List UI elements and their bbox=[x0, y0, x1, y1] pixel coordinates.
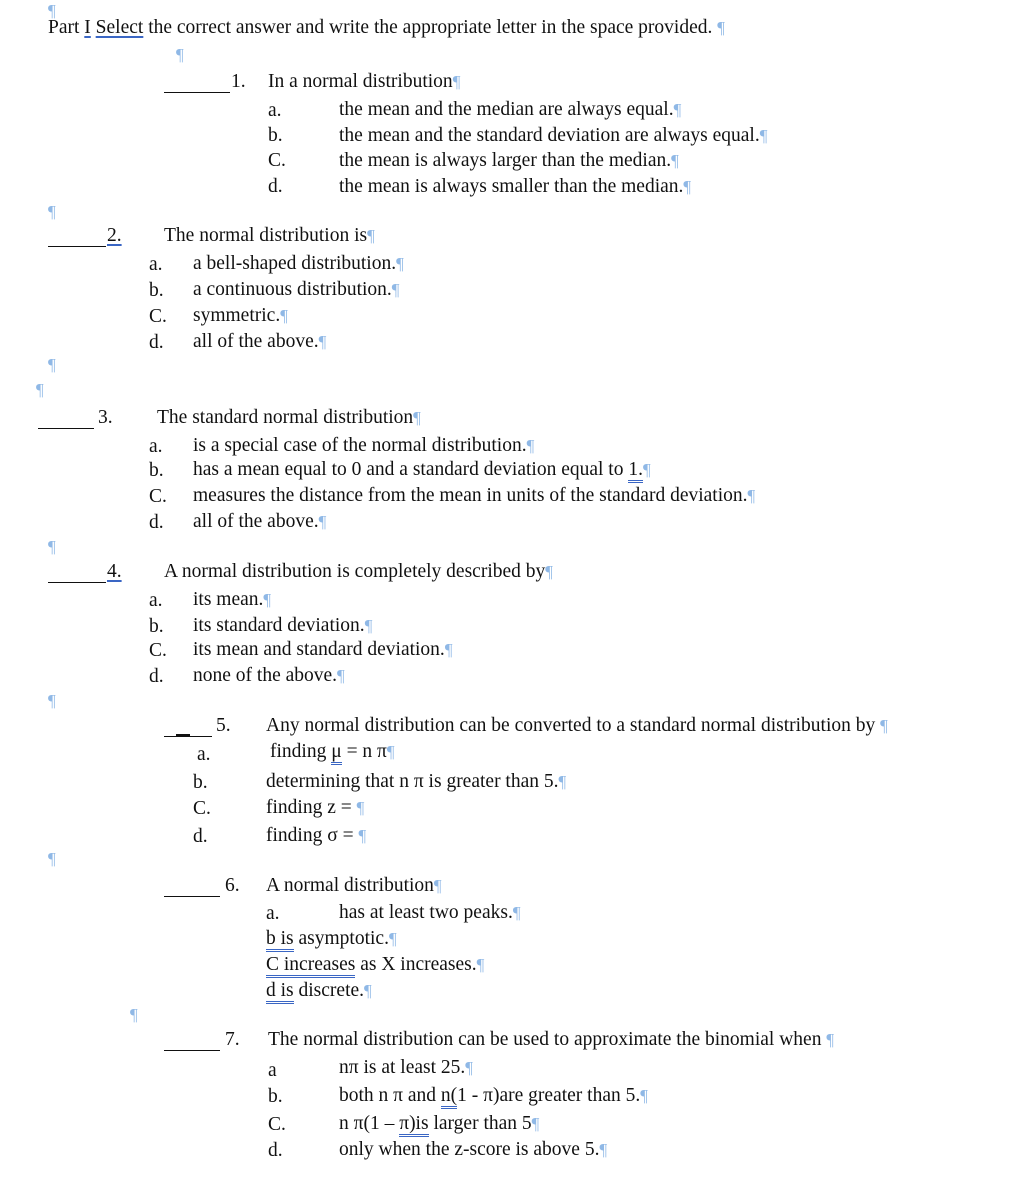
question-number-7: 7. bbox=[225, 1029, 240, 1050]
question-stem-7: The normal distribution can be used to approximate the binomial when ¶ bbox=[268, 1029, 835, 1050]
pilcrow-mark: ¶ bbox=[36, 380, 44, 399]
option-text: finding σ = ¶ bbox=[266, 825, 367, 846]
question-number-3: 3. bbox=[98, 407, 113, 428]
question-number-2: 2. bbox=[107, 225, 122, 246]
option-letter: d. bbox=[149, 332, 164, 353]
answer-blank-7[interactable] bbox=[164, 1050, 220, 1051]
answer-blank-2[interactable] bbox=[48, 246, 106, 247]
pilcrow-mark: ¶ bbox=[48, 1, 56, 20]
option-letter: b. bbox=[268, 125, 283, 146]
question-stem-5: Any normal distribution can be converted to a standard normal distribution by ¶ bbox=[266, 715, 888, 736]
pilcrow-mark: ¶ bbox=[48, 355, 56, 374]
option-letter: C. bbox=[193, 798, 211, 819]
pilcrow-mark: ¶ bbox=[176, 45, 184, 64]
option-text: finding z = ¶ bbox=[266, 797, 365, 818]
option-letter: a. bbox=[266, 903, 280, 924]
option-text: its standard deviation.¶ bbox=[193, 615, 373, 636]
pilcrow-mark: ¶ bbox=[48, 849, 56, 868]
option-text: a bell-shaped distribution.¶ bbox=[193, 253, 404, 274]
option-letter: a. bbox=[268, 100, 282, 121]
select-word: Select bbox=[95, 17, 144, 38]
option-letter: d. bbox=[268, 176, 283, 197]
question-stem-2: The normal distribution is¶ bbox=[164, 225, 375, 246]
option-letter: C. bbox=[268, 150, 286, 171]
option-text: has at least two peaks.¶ bbox=[339, 902, 521, 923]
option-letter: d. bbox=[149, 666, 164, 687]
option-text: both n π and n(1 - π)are greater than 5.¶ bbox=[339, 1086, 648, 1106]
option-text: all of the above.¶ bbox=[193, 331, 327, 352]
option-letter: a bbox=[268, 1060, 277, 1081]
question-stem-3: The standard normal distribution¶ bbox=[157, 407, 421, 428]
answer-blank-3[interactable] bbox=[38, 428, 94, 429]
option-text: its mean.¶ bbox=[193, 589, 272, 610]
option-line: C increases as X increases.¶ bbox=[266, 955, 484, 975]
question-stem-1: In a normal distribution¶ bbox=[268, 71, 461, 92]
option-letter: b. bbox=[149, 616, 164, 637]
option-letter: d. bbox=[149, 512, 164, 533]
option-text: its mean and standard deviation.¶ bbox=[193, 639, 453, 660]
answer-blank-6[interactable] bbox=[164, 896, 220, 897]
option-text: a continuous distribution.¶ bbox=[193, 279, 400, 300]
option-letter: a. bbox=[149, 254, 163, 275]
option-letter: a. bbox=[149, 590, 163, 611]
option-text: none of the above.¶ bbox=[193, 665, 345, 686]
option-letter: b. bbox=[193, 772, 208, 793]
pilcrow-mark: ¶ bbox=[48, 537, 56, 556]
option-text: the mean and the standard deviation are always equal.¶ bbox=[339, 125, 768, 146]
answer-blank-1[interactable] bbox=[164, 92, 230, 93]
part-roman: I bbox=[84, 17, 91, 38]
option-text: n π(1 – π)is larger than 5¶ bbox=[339, 1114, 539, 1134]
option-text: is a special case of the normal distribution.¶ bbox=[193, 435, 535, 456]
option-letter: C. bbox=[149, 486, 167, 507]
option-letter: d. bbox=[268, 1140, 283, 1161]
instruction-text: the correct answer and write the appropriate letter in the space provided. bbox=[148, 17, 713, 38]
pilcrow-mark: ¶ bbox=[48, 202, 56, 221]
option-letter: C. bbox=[149, 640, 167, 661]
option-letter: b. bbox=[149, 280, 164, 301]
question-stem-4: A normal distribution is completely described by¶ bbox=[164, 561, 553, 582]
option-letter: a. bbox=[149, 436, 163, 457]
option-text: has a mean equal to 0 and a standard deviation equal to 1.¶ bbox=[193, 460, 651, 480]
page-title-line bbox=[48, 18, 725, 38]
question-number-6: 6. bbox=[225, 875, 240, 896]
question-stem-6: A normal distribution¶ bbox=[266, 875, 442, 896]
option-text: the mean is always larger than the median.¶ bbox=[339, 150, 679, 171]
answer-blank-4[interactable] bbox=[48, 582, 106, 583]
option-text: the mean is always smaller than the median.¶ bbox=[339, 176, 692, 197]
option-line: b is asymptotic.¶ bbox=[266, 929, 397, 949]
question-number-1: 1. bbox=[231, 71, 246, 92]
option-letter: b. bbox=[149, 460, 164, 481]
option-text: finding μ = n π¶ bbox=[270, 742, 395, 762]
option-letter: a. bbox=[197, 744, 211, 765]
option-text: nπ is at least 25.¶ bbox=[339, 1057, 473, 1078]
answer-blank-mark bbox=[176, 734, 190, 737]
option-letter: C. bbox=[149, 306, 167, 327]
option-letter: b. bbox=[268, 1086, 283, 1107]
question-number-4: 4. bbox=[107, 561, 122, 582]
option-letter: C. bbox=[268, 1114, 286, 1135]
pilcrow-mark: ¶ bbox=[717, 18, 725, 37]
option-text: determining that n π is greater than 5.¶ bbox=[266, 771, 567, 792]
option-text: the mean and the median are always equal.¶ bbox=[339, 99, 682, 120]
option-text: symmetric.¶ bbox=[193, 305, 288, 326]
option-line: d is discrete.¶ bbox=[266, 981, 372, 1001]
question-number-5: 5. bbox=[216, 715, 231, 736]
pilcrow-mark: ¶ bbox=[48, 691, 56, 710]
option-text: only when the z-score is above 5.¶ bbox=[339, 1139, 608, 1160]
part-label: Part bbox=[48, 17, 80, 38]
option-letter: d. bbox=[193, 826, 208, 847]
pilcrow-mark: ¶ bbox=[130, 1005, 138, 1024]
option-text: all of the above.¶ bbox=[193, 511, 327, 532]
option-text: measures the distance from the mean in units of the standard deviation.¶ bbox=[193, 485, 756, 506]
